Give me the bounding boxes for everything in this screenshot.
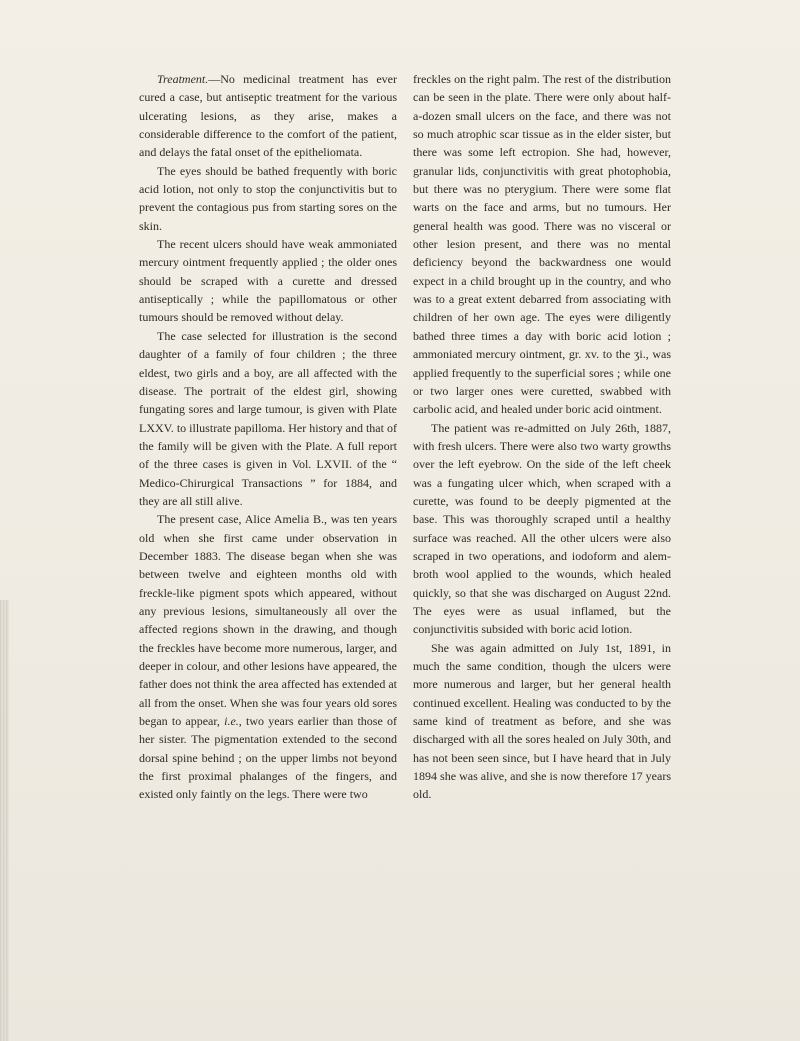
present-case-ie: i.e.	[224, 714, 239, 729]
paragraph-eyes: The eyes should be bathed frequently with boric acid lotion, not only to stop the conjunctivitis but to prevent the contagious pus from starting sores on the skin.	[139, 163, 397, 233]
present-case-text-a: The present case, Alice Amelia B., was ten years old when she first came under observation in December 1883. The disease began when she was between twelve and eighteen months old with freckle-like pigment spots which appeared, without any previous lesions, simultaneously all over the affected regions shown in the drawing, and though the freckles have become more numerous, larger, and deeper in colour, and other lesions have appeared, the father does not think the area affected has extended at all from the onset. When she was four years old sores began to appear,	[139, 512, 397, 729]
paragraph-continued-description: freckles on the right palm. The rest of the distribution can be seen in the plate. There were only about half-a-dozen small ulcers on the face, and there was not so much atrophic scar tissue as in the elder sister, but there was some left ectropion. She had, however, granular lids, conjunctivitis with great photophobia, but there was no pterygium. There were some flat warts on the face and arms, but no tumours. Her general health was good. There was no visceral or other lesion present, and there was no mental deficiency beyond the backwardness one would expect in a child brought up in the country, and who was to a great extent debarred from associating with children of her own age. The eyes were diligently bathed three times a day with boric acid lotion ; ammoniated mercury ointment, gr. xv. to the ʒi., was applied frequently to the superficial sores ; while one or two larger ones were curetted, swabbed with carbolic acid, and healed under boric acid ointment.	[413, 72, 671, 417]
present-case-text-b: , two years earlier than those of her sister. The pigmentation extended to the second dorsal spine behind ; on the upper limbs not beyond the first proximal phalanges of the fingers, and existed only faintly on the legs. There were two	[139, 714, 398, 802]
paragraph-readmitted-1887: The patient was re-admitted on July 26th, 1887, with fresh ulcers. There were also two warty growths over the left eyebrow. On the side of the left cheek was a fungating ulcer which, when scraped with a curette, was found to be deeply pigmented at the base. This was thoroughly scraped until a healthy surface was reached. All the other ulcers were also scraped in two operations, and iodoform and alem-broth wool applied to the wounds, which healed quickly, so that she was discharged on August 22nd. The eyes were as usual inflamed, but the conjunctivitis subsided with boric acid lotion.	[413, 420, 671, 637]
paragraph-present-case	[139, 510, 397, 804]
paragraph-case-selected: The case selected for illustration is the second daughter of a family of four children ; the three eldest, two girls and a boy, are all affected with the disease. The portrait of the eldest girl, showing fungating sores and large tumour, is given with Plate LXXV. to illustrate papilloma. Her history and that of the family will be given with the Plate. A full report of the three cases is given in Vol. LXVII. of the “ Medico-Chirurgical Transactions ” for 1884, and they are all still alive.	[139, 328, 397, 508]
paragraph-ulcers: The recent ulcers should have weak ammoniated mercury ointment frequently applied ; the older ones should be scraped with a curette and dressed antiseptically ; while the papillomatous or other tumours should be removed without delay.	[139, 237, 397, 325]
right-text-column	[413, 70, 671, 804]
paragraph-readmitted-1891: She was again admitted on July 1st, 1891, in much the same condition, though the ulcers were more numerous and larger, but her general health continued excellent. Healing was conducted to by the same kind of treatment as before, and she was discharged with all the sores healed on July 30th, and has not been seen since, but I have heard that in July 1894 she was alive, and she is now therefore 17 years old.	[413, 640, 671, 802]
treatment-text: —No medicinal treatment has ever cured a case, but antiseptic treatment for the various ulcerating lesions, as they arise, makes a considerable difference to the comfort of the patient, and delays the fatal onset of the epitheliomata.	[139, 72, 397, 160]
paragraph-treatment	[139, 70, 397, 162]
page-binding-edge	[0, 600, 9, 1041]
left-text-column	[139, 70, 397, 804]
treatment-heading: Treatment.	[157, 72, 209, 86]
